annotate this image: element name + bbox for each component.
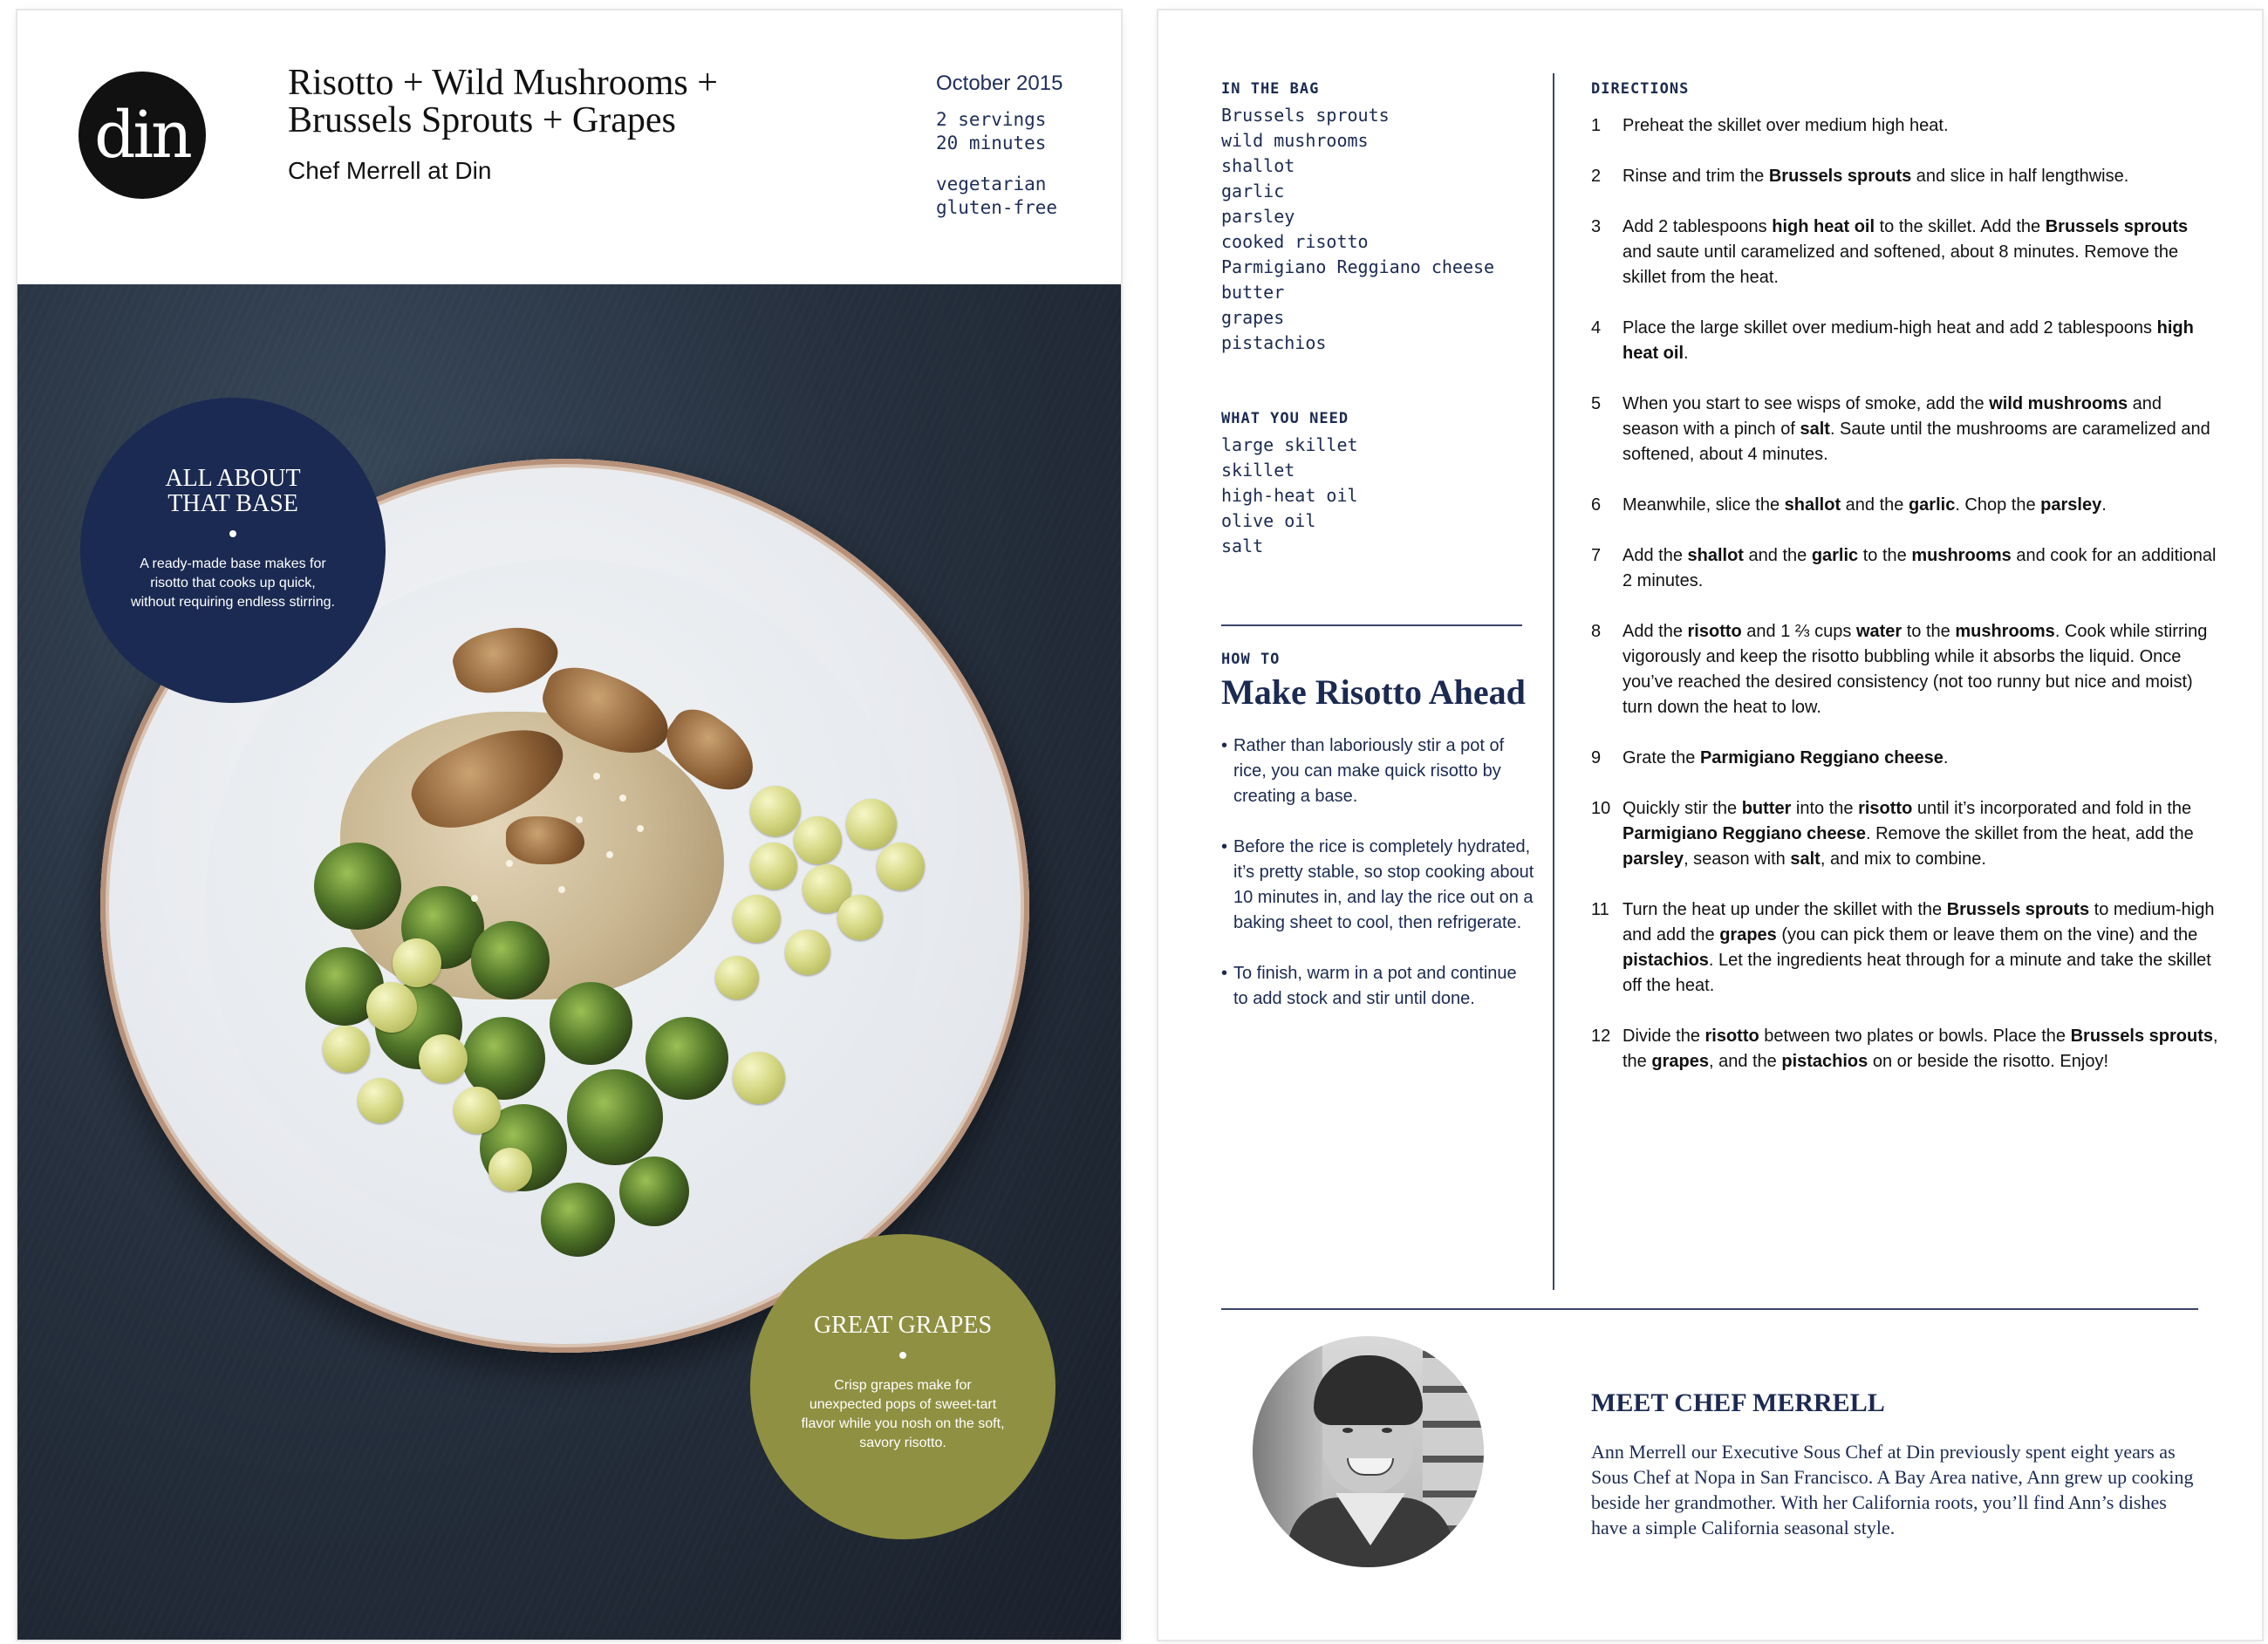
step-text-run: Turn the heat up under the skillet with the [1622, 900, 1947, 919]
step-text [1622, 1024, 2219, 1074]
bullet-dot [229, 530, 236, 537]
ingredient-highlight: pistachios [1622, 951, 1709, 970]
bag-item: grapes [1221, 307, 1285, 328]
direction-step [1591, 316, 2219, 366]
step-text-run: . Saute until the mushrooms are caramelized and softened, about 4 minutes. [1622, 420, 2210, 464]
directions-section [1591, 80, 2219, 1100]
direction-step [1591, 543, 2219, 594]
equipment-item: large skillet [1221, 434, 1358, 455]
tag-gluten-free: gluten-free [936, 197, 1058, 218]
recipe-date: October 2015 [936, 72, 1063, 95]
step-text-run: , season with [1684, 849, 1791, 869]
step-text-run: Rinse and trim the [1622, 167, 1769, 186]
ingredient-highlight: pistachios [1781, 1052, 1868, 1071]
how-to-section [1221, 651, 1535, 1037]
step-text-run: on or beside the risotto. Enjoy! [1868, 1052, 2108, 1071]
ingredient-highlight: salt [1790, 849, 1821, 869]
step-text-run: Divide the [1622, 1027, 1705, 1046]
title-line-1: Risotto + Wild Mushrooms + [288, 63, 718, 103]
ingredient-highlight: Parmigiano Reggiano cheese [1622, 824, 1866, 843]
bag-item: wild mushrooms [1221, 130, 1369, 151]
step-text-run: into the [1791, 799, 1859, 818]
equipment-item: olive oil [1221, 510, 1316, 531]
direction-step [1591, 897, 2219, 999]
step-text [1622, 746, 2219, 771]
divider [1221, 624, 1522, 626]
how-to-title: Make Risotto Ahead [1221, 672, 1526, 712]
ingredient-highlight: Brussels sprouts [2045, 217, 2189, 236]
ingredient-highlight: high heat oil [1772, 217, 1875, 236]
step-text-run: and cook for an additional 2 minutes. [1622, 546, 2217, 590]
step-text-run: . Let the ingredients heat through for a minute and take the skillet off the heat. [1622, 951, 2211, 995]
step-number: 2 [1591, 167, 1602, 186]
bag-item: pistachios [1221, 332, 1327, 353]
meet-chef-bio: Ann Merrell our Executive Sous Chef at Din previously spent eight years as Sous Chef at Nopa in San Francisco. A Bay Area native, Ann grew up cooking beside her grandmother. With her California roots, you’ll find Ann’s dishes have a simple California seasonal style. [1591, 1441, 2194, 1538]
direction-step [1591, 215, 2219, 290]
ingredient-highlight: parsley [2040, 495, 2102, 515]
bag-item: butter [1221, 282, 1285, 303]
step-number: 9 [1591, 748, 1602, 767]
step-text-run: and season with a pinch of [1622, 394, 2162, 439]
cook-time: 20 minutes [936, 133, 1047, 153]
step-text-run: (you can pick them or leave them on the vine) and the [1776, 925, 2198, 945]
step-text-run: , and mix to combine. [1820, 849, 1986, 869]
direction-step [1591, 746, 2219, 771]
step-number: 10 [1591, 799, 1611, 818]
step-number: 3 [1591, 217, 1602, 236]
grape [750, 842, 797, 890]
bag-item: cooked risotto [1221, 231, 1369, 252]
in-the-bag-section [1221, 80, 1518, 356]
step-text-run: until it’s incorporated and fold in the [1912, 799, 2192, 818]
step-text-run: Place the large skillet over medium-high heat and add 2 tablespoons [1622, 318, 2157, 338]
grape [488, 1148, 532, 1191]
base-badge-heading-line-2: THAT BASE [167, 490, 298, 517]
ingredient-highlight: mushrooms [1955, 622, 2055, 641]
bag-item: shallot [1221, 155, 1295, 176]
step-text-run: to medium-high and add the [1622, 900, 2215, 945]
how-to-label: HOW TO [1221, 651, 1281, 668]
step-text-run: to the [1858, 546, 1912, 565]
step-text-run: Quickly stir the [1622, 799, 1742, 818]
grape [454, 1087, 501, 1134]
step-text [1622, 619, 2219, 720]
ingredient-highlight: grapes [1719, 925, 1777, 945]
base-badge-heading [80, 466, 386, 516]
grape [419, 1034, 468, 1083]
ingredient-highlight: garlic [1908, 495, 1956, 515]
title-line-2: Brussels Sprouts + Grapes [288, 100, 676, 140]
ingredient-highlight: garlic [1811, 546, 1859, 565]
grape [733, 895, 781, 943]
grapes-badge [750, 1234, 1055, 1539]
divider [1221, 1308, 2198, 1310]
direction-step [1591, 619, 2219, 720]
grape [846, 799, 897, 849]
in-the-bag-list [1221, 103, 1518, 356]
grape [837, 895, 883, 940]
chef-credit: Chef Merrell at Din [288, 157, 492, 184]
step-number: 1 [1591, 116, 1602, 135]
ingredient-highlight: water [1855, 622, 1903, 641]
grape [733, 1052, 785, 1104]
logo-text: din [94, 98, 190, 173]
what-you-need-label: WHAT YOU NEED [1221, 410, 1349, 427]
step-text-run: When you start to see wisps of smoke, add the [1622, 394, 1990, 413]
bullet-dot [899, 1352, 906, 1359]
step-text-run: . [1943, 748, 1949, 767]
step-text-run: . Cook while stirring vigorously and keep the risotto bubbling while it absorbs the liquid. Once you’ve reached the desired consistency (not too runny but nice and moist) turn down the heat to low. [1622, 622, 2208, 717]
step-text-run: to the skillet. Add the [1875, 217, 2046, 236]
grape [794, 816, 842, 864]
ingredient-highlight: high heat oil [1622, 318, 2194, 363]
ingredient-highlight: shallot [1687, 546, 1744, 565]
step-text-run: Add the [1622, 622, 1688, 641]
step-text-run: Add the [1622, 546, 1688, 565]
in-the-bag-label: IN THE BAG [1221, 80, 1320, 98]
bag-item: Brussels sprouts [1221, 105, 1390, 126]
step-text-run: between two plates or bowls. Place the [1759, 1027, 2071, 1046]
step-text [1622, 392, 2219, 467]
bag-item: Parmigiano Reggiano cheese [1221, 256, 1495, 277]
step-text [1622, 897, 2219, 999]
ingredient-highlight: mushrooms [1911, 546, 2012, 565]
step-number: 5 [1591, 394, 1602, 413]
step-text-run: Add 2 tablespoons [1622, 217, 1773, 236]
ingredient-highlight: parsley [1622, 849, 1684, 869]
step-text-run: Meanwhile, slice the [1622, 495, 1785, 515]
ingredient-highlight: Brussels sprouts [1946, 900, 2090, 919]
direction-step [1591, 164, 2219, 189]
ingredient-highlight: risotto [1704, 1027, 1759, 1046]
brussels-sprout [541, 1183, 615, 1257]
step-text [1622, 215, 2219, 290]
brussels-sprout [550, 982, 632, 1065]
step-text [1622, 543, 2219, 594]
servings: 2 servings [936, 109, 1047, 130]
grape [366, 982, 417, 1033]
recipe-card-back [1158, 10, 2262, 1640]
bag-item: parsley [1221, 206, 1295, 227]
how-to-tips [1221, 733, 1535, 1012]
step-number: 8 [1591, 622, 1602, 641]
step-text-run: and 1 ⅔ cups [1741, 622, 1856, 641]
base-badge-heading-line-1: ALL ABOUT [165, 465, 301, 492]
step-number: 11 [1591, 900, 1609, 919]
what-you-need-list [1221, 433, 1518, 559]
brussels-sprout [314, 842, 401, 930]
column-divider [1553, 73, 1554, 1290]
step-text-run: and the [1841, 495, 1909, 515]
step-text-run: and saute until caramelized and softened, about 8 minutes. Remove the skillet from the heat. [1622, 242, 2179, 287]
grape [323, 1026, 370, 1073]
step-text-run: , the [1622, 1027, 2218, 1071]
meet-chef-section [1591, 1388, 2202, 1540]
ingredient-highlight: Brussels sprouts [2070, 1027, 2213, 1046]
ingredient-highlight: risotto [1687, 622, 1742, 641]
step-text-run: to the [1902, 622, 1956, 641]
step-number: 7 [1591, 546, 1602, 565]
direction-step [1591, 493, 2219, 518]
base-badge [80, 398, 386, 703]
equipment-item: high-heat oil [1221, 485, 1358, 506]
step-text-run: . Remove the skillet from the heat, add the [1865, 824, 2194, 843]
grape [877, 842, 925, 890]
step-text-run: , and the [1708, 1052, 1782, 1071]
step-number: 4 [1591, 318, 1602, 338]
how-to-tip: • Before the rice is completely hydrated, it’s pretty stable, so stop cooking about 10 minutes in, and lay the rice out on a baking sheet to cool, then refrigerate. [1221, 835, 1535, 936]
directions-label: DIRECTIONS [1591, 80, 1690, 98]
brussels-sprout [619, 1156, 689, 1226]
step-number: 6 [1591, 495, 1602, 515]
grape [750, 786, 801, 836]
step-text [1622, 113, 2219, 139]
step-text [1622, 316, 2219, 366]
brussels-sprout [646, 1017, 728, 1100]
grapes-badge-heading: GREAT GRAPES [813, 1312, 993, 1339]
step-text-run: and slice in half lengthwise. [1911, 167, 2129, 186]
equipment-item: skillet [1221, 460, 1295, 481]
recipe-title [288, 65, 776, 140]
directions-steps [1591, 113, 2219, 1074]
grapes-badge-text: Crisp grapes make for unexpected pops of sweet-tart flavor while you nosh on the soft, savory risotto. [801, 1378, 1005, 1450]
grape [358, 1078, 403, 1123]
ingredient-highlight: shallot [1784, 495, 1841, 515]
step-text-run: . [2101, 495, 2107, 515]
direction-step [1591, 113, 2219, 139]
ingredient-highlight: Brussels sprouts [1768, 167, 1912, 186]
ingredient-highlight: wild mushrooms [1989, 394, 2128, 413]
recipe-meta [936, 72, 1062, 220]
din-logo [79, 72, 206, 199]
step-text [1622, 796, 2219, 872]
ingredient-highlight: salt [1800, 420, 1830, 439]
how-to-tip: • Rather than laboriously stir a pot of rice, you can make quick risotto by creating a base. [1221, 733, 1535, 809]
step-text [1622, 164, 2219, 189]
base-badge-text: A ready-made base makes for risotto that cooks up quick, without requiring endless stirring. [131, 556, 335, 610]
ingredient-highlight: grapes [1651, 1052, 1709, 1071]
brussels-sprout [471, 921, 550, 999]
ingredient-highlight: butter [1741, 799, 1792, 818]
step-text-run: Preheat the skillet over medium high heat. [1622, 116, 1949, 135]
direction-step [1591, 392, 2219, 467]
step-text-run: and the [1743, 546, 1812, 565]
grape [785, 930, 830, 975]
step-number: 12 [1591, 1027, 1611, 1046]
recipe-card-front [17, 10, 1121, 1640]
grape [393, 938, 441, 987]
step-text-run: . Chop the [1955, 495, 2041, 515]
ingredient-highlight: risotto [1858, 799, 1913, 818]
chef-portrait [1253, 1336, 1484, 1567]
step-text [1622, 493, 2219, 518]
equipment-item: salt [1221, 535, 1264, 556]
tag-vegetarian: vegetarian [936, 174, 1047, 194]
bag-item: garlic [1221, 181, 1285, 201]
what-you-need-section [1221, 410, 1518, 559]
step-text-run: . [1684, 344, 1689, 363]
direction-step [1591, 1024, 2219, 1074]
step-text-run: Grate the [1622, 748, 1700, 767]
brussels-sprout [567, 1069, 663, 1165]
direction-step [1591, 796, 2219, 872]
grape [715, 956, 759, 999]
meet-chef-title: MEET CHEF MERRELL [1591, 1388, 1885, 1417]
ingredient-highlight: Parmigiano Reggiano cheese [1699, 748, 1944, 767]
how-to-tip: • To finish, warm in a pot and continue to add stock and stir until done. [1221, 961, 1535, 1012]
